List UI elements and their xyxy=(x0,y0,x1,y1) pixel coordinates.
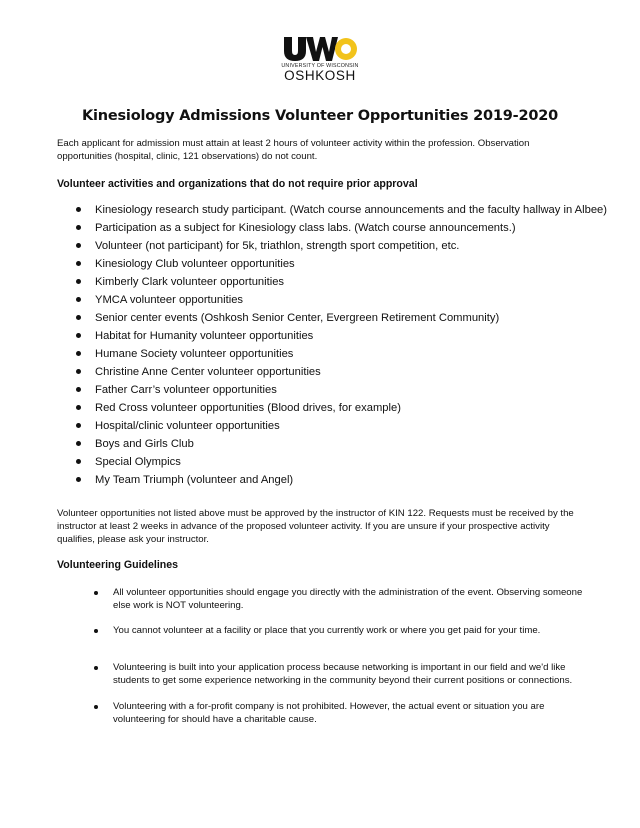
list-item xyxy=(57,401,597,419)
list-item xyxy=(57,239,597,257)
guideline-text: You cannot volunteer at a facility or place that you currently work or where you get paid for your time. xyxy=(113,625,541,636)
bullet-icon xyxy=(76,261,81,266)
section1-heading: Volunteer activities and organizations that do not require prior approval xyxy=(57,178,418,190)
list-item-text: Senior center events (Oshkosh Senior Center, Evergreen Retirement Community) xyxy=(95,312,500,324)
bullet-icon xyxy=(76,369,81,374)
logo-name: OSHKOSH xyxy=(284,68,356,83)
document-title: Kinesiology Admissions Volunteer Opportunities 2019-2020 xyxy=(81,108,559,124)
uwo-logo xyxy=(280,36,360,92)
bullet-icon xyxy=(76,387,81,392)
guideline-text: All volunteer opportunities should engage you directly with the administration of the event. Observing someone else work is NOT volunteering. xyxy=(113,587,583,611)
bullet-icon xyxy=(94,666,98,670)
guideline-text: Volunteering is built into your application process because networking is important in our field and we'd like students to get some experience networking in the community beyond their current positions or connections. xyxy=(113,662,573,686)
guideline-item xyxy=(113,586,583,612)
list-item xyxy=(57,329,597,347)
guideline-text: Volunteering with a for-profit company is not prohibited. However, the actual event or situation you are volunteering for should have a charitable cause. xyxy=(113,701,545,725)
list-item xyxy=(57,311,597,329)
approval-note: Volunteer opportunities not listed above must be approved by the instructor of KIN 122. Requests must be received by the instructor at least 2 weeks in advance of the proposed volunteer activity. If you are unsure if your prospective activity qualifies, please ask your instructor. xyxy=(57,508,574,545)
logo-subtitle: UNIVERSITY OF WISCONSIN xyxy=(281,63,359,69)
bullet-icon xyxy=(76,315,81,320)
bullet-icon xyxy=(76,405,81,410)
bullet-icon xyxy=(76,297,81,302)
section2-heading: Volunteering Guidelines xyxy=(57,559,179,571)
uwo-letters-logo xyxy=(282,36,358,62)
list-item-text: Kimberly Clark volunteer opportunities xyxy=(95,276,285,288)
list-item xyxy=(57,437,597,455)
list-item xyxy=(57,257,597,275)
bullet-icon xyxy=(76,279,81,284)
list-item-text: My Team Triumph (volunteer and Angel) xyxy=(95,474,294,486)
list-item-text: Habitat for Humanity volunteer opportunities xyxy=(95,330,314,342)
list-item xyxy=(57,419,597,437)
list-item xyxy=(57,203,608,221)
bullet-icon xyxy=(94,591,98,595)
list-item xyxy=(57,473,597,491)
bullet-icon xyxy=(76,243,81,248)
list-item-text: Father Carr’s volunteer opportunities xyxy=(95,384,277,396)
guideline-item xyxy=(113,661,583,687)
approved-activities-list xyxy=(57,203,608,491)
bullet-icon xyxy=(76,351,81,356)
list-item-text: Humane Society volunteer opportunities xyxy=(95,348,294,360)
list-item xyxy=(57,383,597,401)
bullet-icon xyxy=(76,441,81,446)
intro-paragraph: Each applicant for admission must attain at least 2 hours of volunteer activity within the profession. Observation opportunities (hospital, clinic, 121 observations) do not count. xyxy=(57,138,530,162)
list-item xyxy=(57,275,597,293)
list-item-text: Christine Anne Center volunteer opportunities xyxy=(95,366,321,378)
bullet-icon xyxy=(76,459,81,464)
bullet-icon xyxy=(76,423,81,428)
list-item xyxy=(57,455,597,473)
list-item xyxy=(57,221,597,239)
bullet-icon xyxy=(76,225,81,230)
list-item-text: Special Olympics xyxy=(95,456,181,468)
list-item-text: Volunteer (not participant) for 5k, triathlon, strength sport competition, etc. xyxy=(95,240,460,252)
list-item-text: Hospital/clinic volunteer opportunities xyxy=(95,420,280,432)
list-item-text: Kinesiology research study participant. (Watch course announcements and the faculty hallway in Albee) xyxy=(95,204,608,216)
bullet-icon xyxy=(76,207,81,212)
list-item-text: Participation as a subject for Kinesiology class labs. (Watch course announcements.) xyxy=(95,222,516,234)
list-item xyxy=(57,365,597,383)
bullet-icon xyxy=(76,333,81,338)
bullet-icon xyxy=(94,705,98,709)
list-item xyxy=(57,347,597,365)
list-item-text: Kinesiology Club volunteer opportunities xyxy=(95,258,295,270)
guideline-item xyxy=(113,700,583,726)
list-item-text: Red Cross volunteer opportunities (Blood drives, for example) xyxy=(95,402,401,414)
list-item-text: Boys and Girls Club xyxy=(95,438,194,450)
bullet-icon xyxy=(94,629,98,633)
list-item-text: YMCA volunteer opportunities xyxy=(95,294,244,306)
list-item xyxy=(57,293,597,311)
bullet-icon xyxy=(76,477,81,482)
guideline-item xyxy=(113,624,583,637)
